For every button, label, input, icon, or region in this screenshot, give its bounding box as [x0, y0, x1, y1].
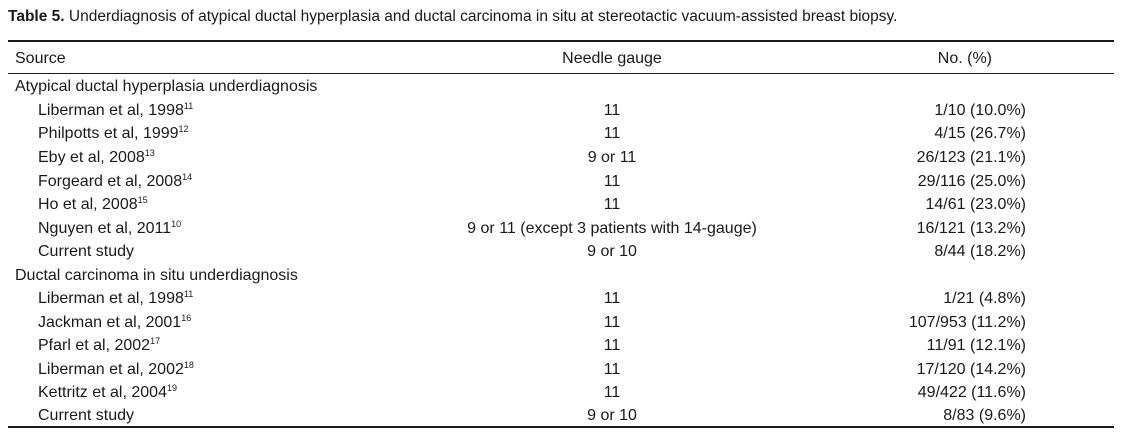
- table-row: [8, 99, 1114, 122]
- table-caption: [8, 7, 897, 27]
- header-needle-gauge: Needle gauge: [562, 50, 662, 67]
- table-top-rule: [8, 40, 1114, 42]
- percent-cell: 8/44 (18.2%): [934, 243, 1026, 260]
- gauge-cell: 11: [603, 290, 621, 307]
- gauge-cell: 11: [603, 337, 621, 354]
- gauge-cell: 11: [603, 384, 621, 401]
- percent-cell: 107/953 (11.2%): [908, 314, 1026, 331]
- reference-number: 16: [181, 313, 192, 323]
- reference-number: 15: [137, 195, 148, 205]
- section-title-row: [8, 75, 1114, 98]
- gauge-cell: 11: [603, 102, 621, 119]
- gauge-cell: 9 or 11 (except 3 patients with 14-gauge): [467, 220, 757, 237]
- section-title: Ductal carcinoma in situ underdiagnosis: [15, 267, 298, 284]
- table-row: [8, 381, 1114, 404]
- caption-text: Underdiagnosis of atypical ductal hyperplasia and ductal carcinoma in situ at stereotactic vacuum-assisted breast biopsy.: [68, 8, 898, 25]
- table-row: [8, 334, 1114, 357]
- reference-number: 18: [183, 360, 194, 370]
- table-row: [8, 358, 1114, 381]
- table-row: [8, 122, 1114, 145]
- percent-cell: 1/10 (10.0%): [934, 102, 1026, 119]
- source-cell: Eby et al, 2008$^{13}$: [38, 148, 155, 166]
- percent-cell: 14/61 (23.0%): [925, 196, 1026, 213]
- gauge-cell: 11: [603, 125, 621, 142]
- caption-label: Table 5.: [8, 8, 65, 25]
- source-cell: Liberman et al, 2002$^{18}$: [38, 360, 194, 378]
- table-header-row: [8, 47, 1114, 70]
- percent-cell: 26/123 (21.1%): [916, 149, 1026, 166]
- gauge-cell: 9 or 11: [587, 149, 637, 166]
- source-cell: Forgeard et al, 2008$^{14}$: [38, 172, 193, 190]
- table-bottom-rule: [8, 426, 1114, 428]
- gauge-cell: 9 or 10: [587, 407, 637, 424]
- percent-cell: 11/91 (12.1%): [926, 337, 1026, 354]
- table-row: [8, 240, 1114, 263]
- gauge-cell: 11: [603, 314, 621, 331]
- table-row: [8, 217, 1114, 240]
- header-source: Source: [15, 50, 66, 67]
- gauge-cell: 9 or 10: [587, 243, 637, 260]
- gauge-cell: 11: [603, 196, 621, 213]
- percent-cell: 8/83 (9.6%): [943, 407, 1026, 424]
- source-cell: Liberman et al, 1998$^{11}$: [38, 289, 194, 307]
- reference-number: 17: [150, 336, 161, 346]
- header-count-percent: No. (%): [937, 50, 992, 67]
- source-cell: Nguyen et al, 2011$^{10}$: [38, 219, 182, 237]
- source-cell: Current study: [38, 243, 135, 260]
- percent-cell: 29/116 (25.0%): [917, 173, 1026, 190]
- percent-cell: 1/21 (4.8%): [943, 290, 1026, 307]
- table-row: [8, 287, 1114, 310]
- section-title: Atypical ductal hyperplasia underdiagnosis: [15, 78, 318, 95]
- percent-cell: 17/120 (14.2%): [916, 361, 1026, 378]
- reference-number: 14: [182, 172, 193, 182]
- source-cell: Current study: [38, 407, 135, 424]
- table-row: [8, 311, 1114, 334]
- percent-cell: 16/121 (13.2%): [916, 220, 1026, 237]
- reference-number: 11: [183, 101, 194, 111]
- section-title-row: [8, 264, 1114, 287]
- gauge-cell: 11: [603, 173, 621, 190]
- percent-cell: 49/422 (11.6%): [917, 384, 1026, 401]
- reference-number: 10: [171, 219, 182, 229]
- gauge-cell: 11: [603, 361, 621, 378]
- source-cell: Ho et al, 2008$^{15}$: [38, 195, 148, 213]
- source-cell: Kettritz et al, 2004$^{19}$: [38, 383, 177, 401]
- source-cell: Jackman et al, 2001$^{16}$: [38, 313, 192, 331]
- table-row: [8, 193, 1114, 216]
- reference-number: 11: [183, 289, 194, 299]
- table-header-rule: [8, 73, 1114, 74]
- reference-number: 13: [144, 148, 155, 158]
- reference-number: 19: [166, 383, 177, 393]
- source-cell: Philpotts et al, 1999$^{12}$: [38, 124, 189, 142]
- table-row: [8, 404, 1114, 427]
- table-row: [8, 146, 1114, 169]
- percent-cell: 4/15 (26.7%): [934, 125, 1026, 142]
- source-cell: Liberman et al, 1998$^{11}$: [38, 101, 194, 119]
- reference-number: 12: [178, 124, 189, 134]
- table-row: [8, 170, 1114, 193]
- source-cell: Pfarl et al, 2002$^{17}$: [38, 336, 161, 354]
